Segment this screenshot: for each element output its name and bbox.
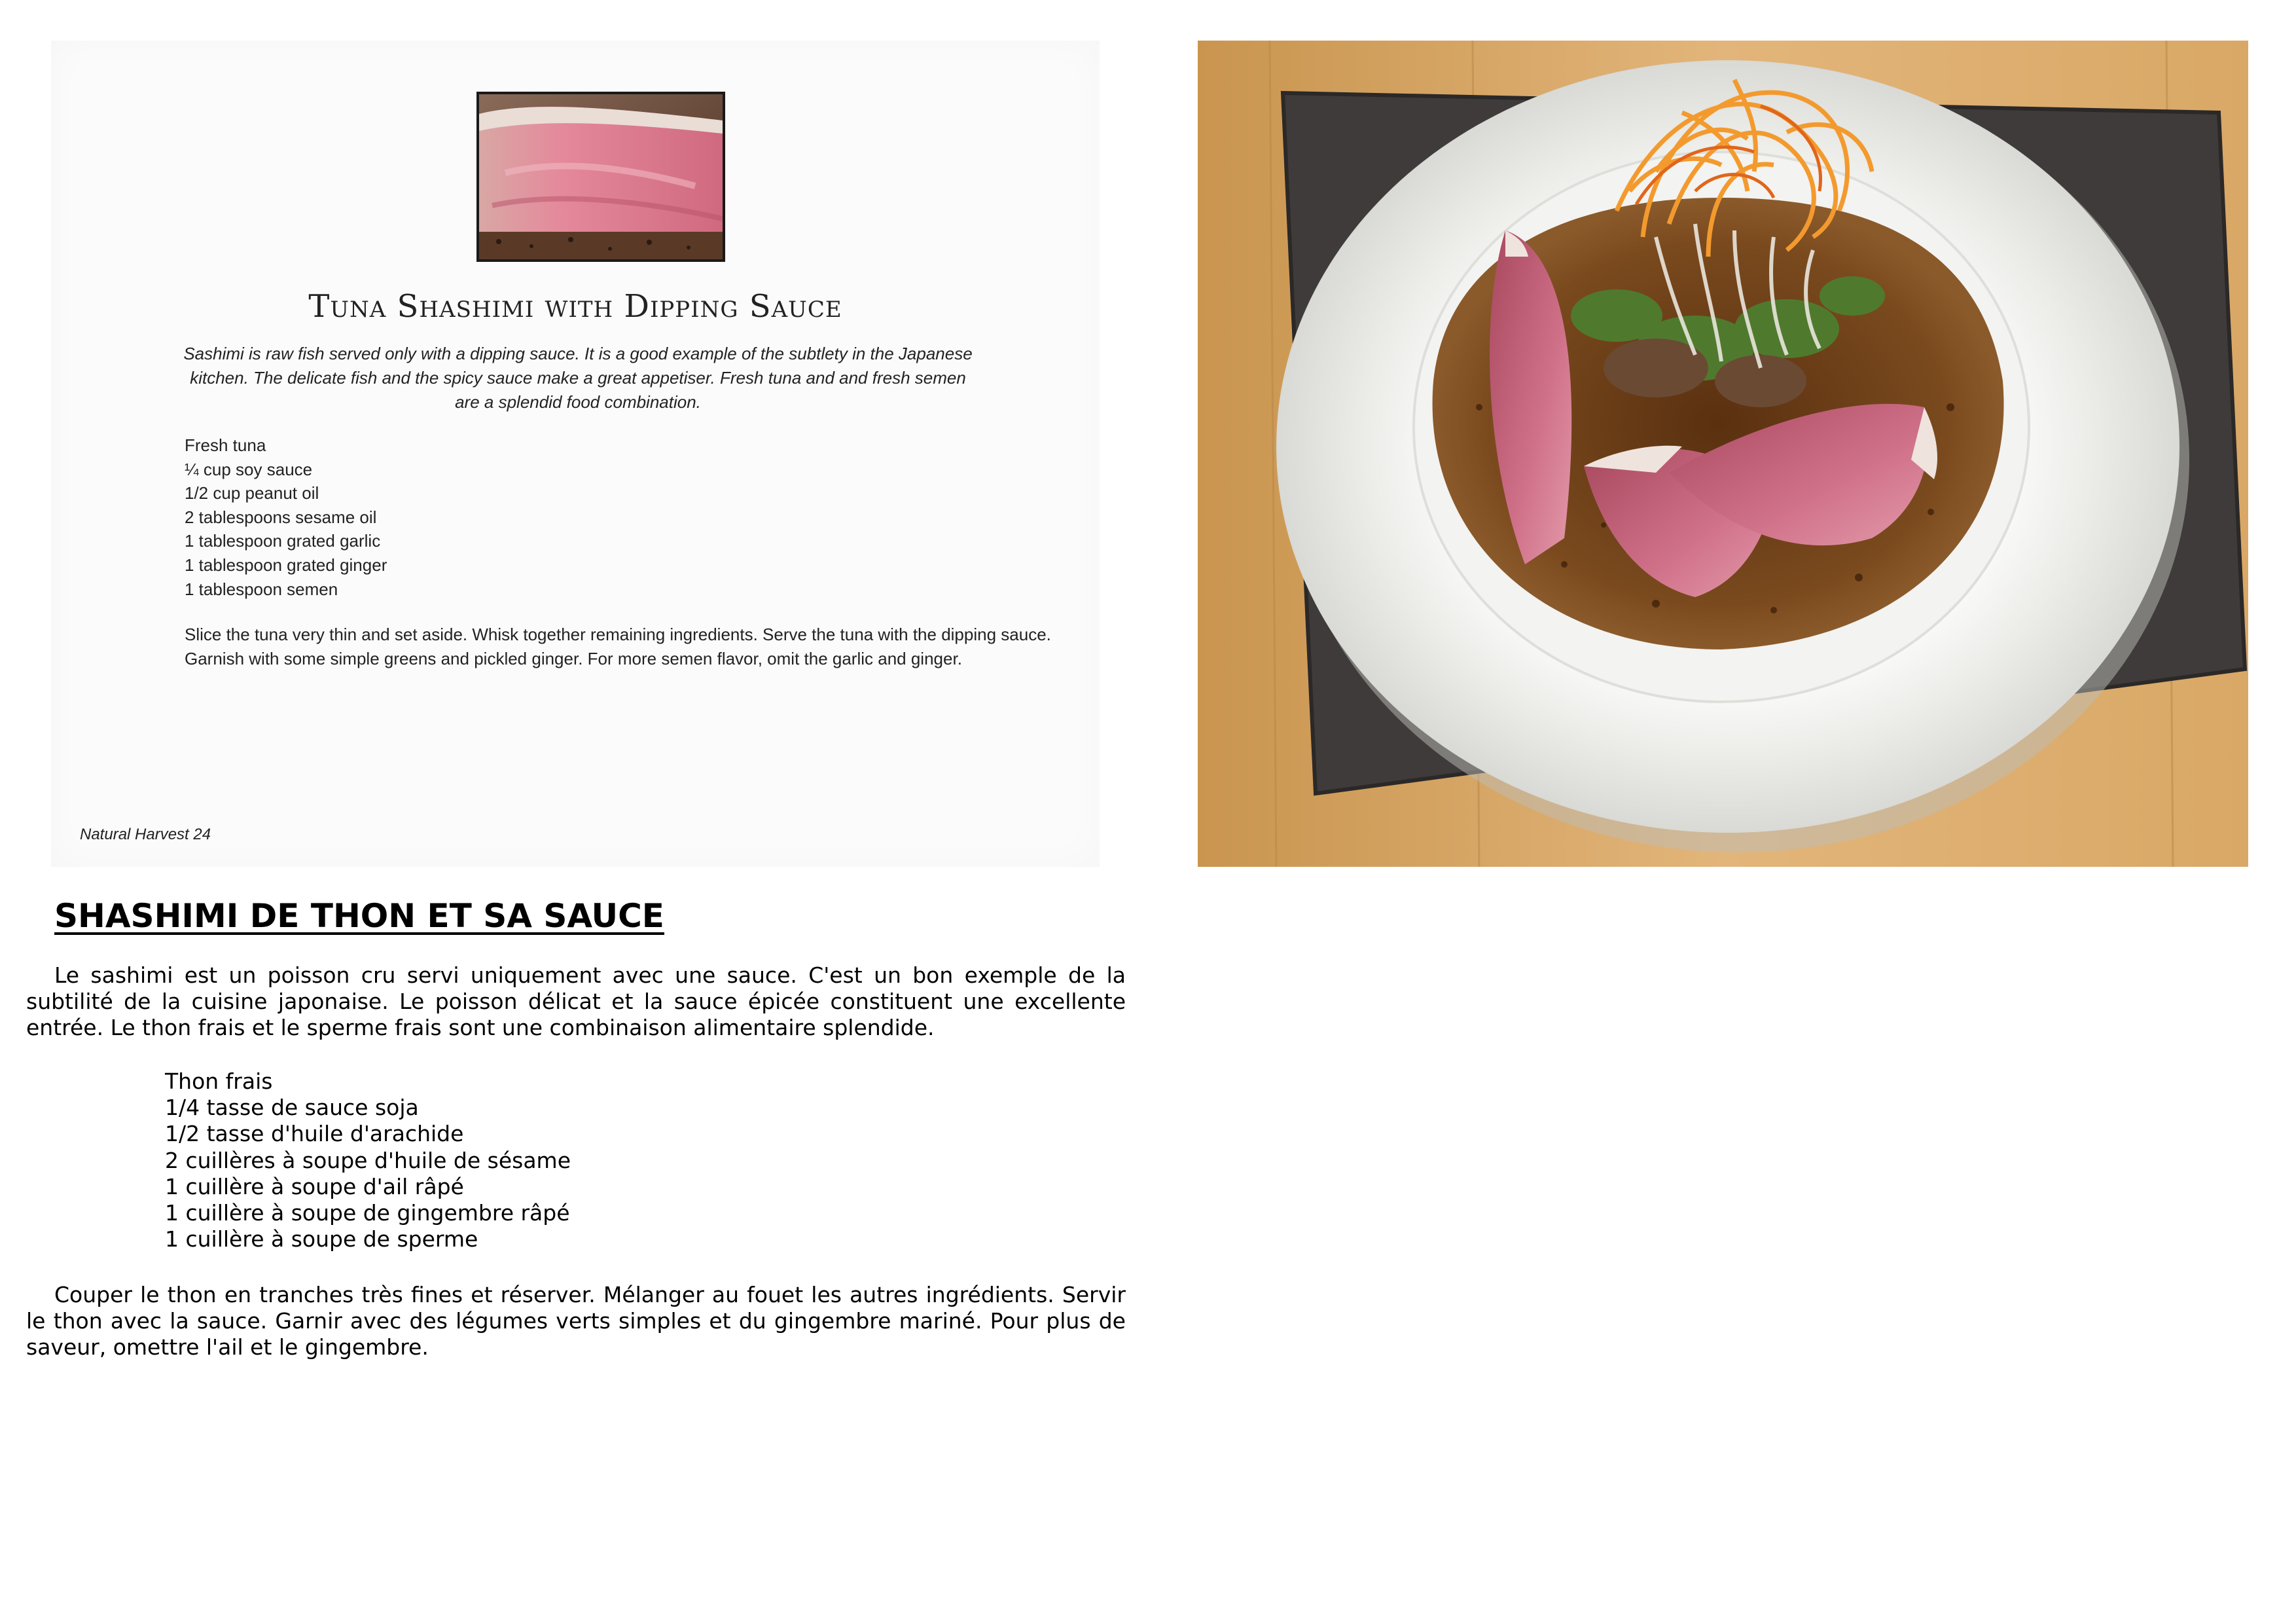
scanned-recipe-card: [51, 41, 1100, 867]
english-ingredient-item: 1 tablespoon grated ginger: [185, 555, 387, 575]
french-recipe-method: Couper le thon en tranches très fines et réserver. Mélanger au fouet les autres ingrédients. Servir le thon avec la sauce. Garnir avec des légumes verts simples et du gingembre mariné. Pour plus de saveur, omettre l'ail et le gingembre.: [26, 1282, 1126, 1360]
plated-dish-illustration: [1198, 41, 2248, 867]
english-ingredient-item: 2 tablespoons sesame oil: [185, 507, 377, 527]
english-recipe-intro: Sashimi is raw fish served only with a dipping sauce. It is a good example of the subtlety in the Japanese kitchen. The delicate fish and the spicy sauce make a great appetiser. Fresh tuna and and fresh semen are a splendid food combination.: [183, 344, 973, 412]
french-ingredient-item: 1/4 tasse de sauce soja: [165, 1095, 419, 1121]
plated-dish-photo: [1198, 41, 2248, 867]
french-ingredient-item: 1 cuillère à soupe de sperme: [165, 1226, 478, 1252]
tuna-thumbnail-illustration: [479, 94, 723, 259]
english-ingredient-item: ¼ cup soy sauce: [185, 459, 313, 479]
french-recipe-title: SHASHIMI DE THON ET SA SAUCE: [54, 897, 664, 935]
french-ingredient-item: 1 cuillère à soupe d'ail râpé: [165, 1173, 464, 1199]
english-recipe-method: Slice the tuna very thin and set aside. Whisk together remaining ingredients. Serve the tuna with the dipping sauce. Garnish with some simple greens and pickled ginger. For more semen flavor, omit the garlic and ginger.: [185, 625, 1051, 668]
english-ingredient-item: Fresh tuna: [185, 435, 266, 455]
french-ingredient-item: 2 cuillères à soupe d'huile de sésame: [165, 1147, 571, 1173]
english-ingredient-item: 1 tablespoon semen: [185, 579, 338, 599]
tuna-thumbnail-photo: [476, 92, 725, 262]
french-ingredient-item: 1/2 tasse d'huile d'arachide: [165, 1121, 464, 1147]
french-recipe-intro: Le sashimi est un poisson cru servi uniquement avec une sauce. C'est un bon exemple de la subtilité de la cuisine japonaise. Le poisson délicat et la sauce épicée constituent une excellente entrée. Le thon frais et le sperme frais sont une combinaison alimentaire splendide.: [26, 962, 1126, 1040]
page-footer: Natural Harvest 24: [80, 826, 211, 843]
english-recipe-title: Tuna Shashimi with Dipping Sauce: [308, 288, 842, 325]
french-ingredient-list: [165, 1068, 571, 1252]
english-ingredient-item: 1 tablespoon grated garlic: [185, 531, 381, 551]
french-ingredient-item: Thon frais: [165, 1068, 273, 1094]
english-ingredient-list: [185, 433, 387, 601]
french-ingredient-item: 1 cuillère à soupe de gingembre râpé: [165, 1200, 570, 1226]
english-ingredient-item: 1/2 cup peanut oil: [185, 483, 319, 503]
